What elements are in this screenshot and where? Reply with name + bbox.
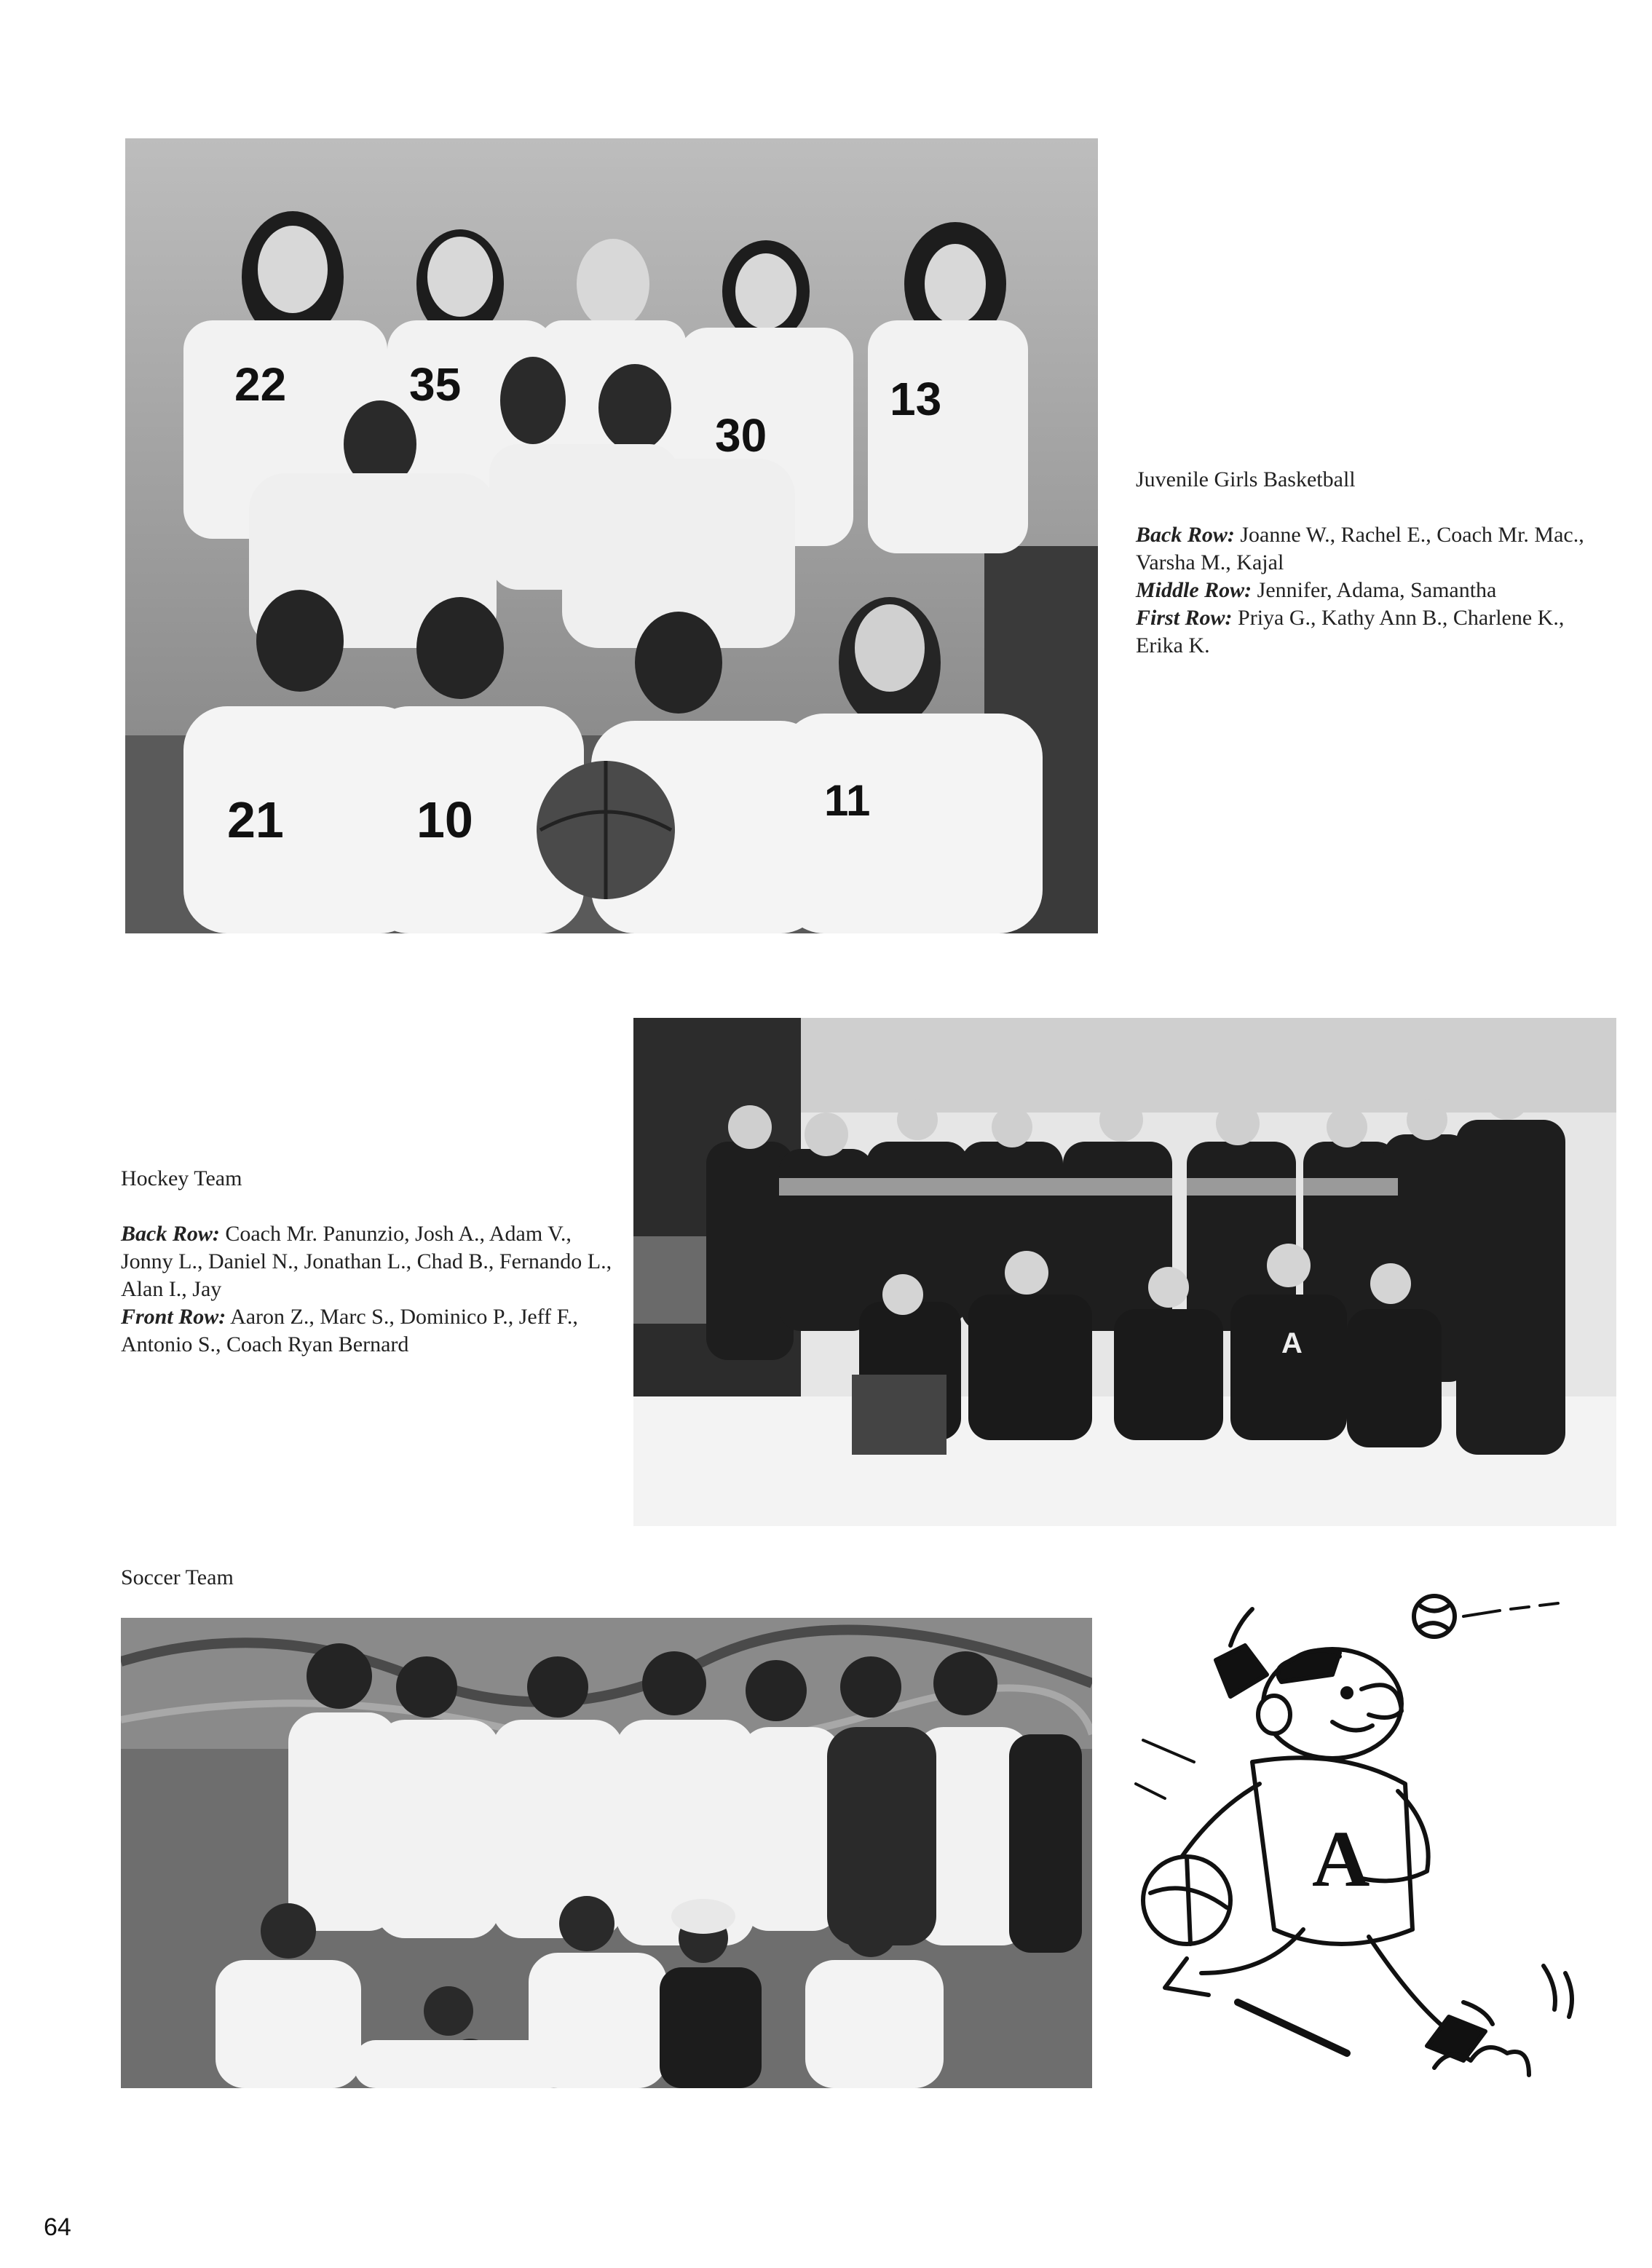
jersey-number: 10 — [416, 791, 473, 848]
basketball-back-row: Back Row: Joanne W., Rachel E., Coach Mr. Mac., Varsha M., Kajal — [1136, 523, 1584, 574]
hockey-front-row: Front Row: Aaron Z., Marc S., Dominico P., Jeff F., Antonio S., Coach Ryan Bernard — [121, 1305, 578, 1356]
jersey-number: 11 — [824, 776, 871, 825]
basketball-first-row: First Row: Priya G., Kathy Ann B., Charlene K., Erika K. — [1136, 606, 1565, 657]
jersey-number: 30 — [715, 409, 767, 462]
hockey-back-row: Back Row: Coach Mr. Panunzio, Josh A., Adam V., Jonny L., Daniel N., Jonathan L., Chad B., Fernando L., Alan I., Jay — [121, 1222, 612, 1301]
hockey-title: Hockey Team — [121, 1166, 242, 1190]
hockey-caption — [121, 1165, 616, 1359]
jersey-number: 13 — [890, 373, 942, 425]
soccer-team-photo — [121, 1618, 1092, 2088]
basketball-caption — [1136, 466, 1602, 660]
cartoon-player-illustration — [1121, 1565, 1587, 2090]
page-number: 64 — [44, 2213, 71, 2241]
jersey-number: 21 — [227, 791, 284, 848]
hockey-team-photo — [633, 1018, 1616, 1526]
cartoon-letter: A — [1312, 1814, 1370, 1903]
soccer-title: Soccer Team — [121, 1565, 234, 1589]
jersey-number: 35 — [409, 358, 462, 411]
jersey-number: 22 — [234, 358, 287, 411]
svg-text:A: A — [1281, 1327, 1303, 1359]
basketball-title: Juvenile Girls Basketball — [1136, 467, 1356, 491]
basketball-middle-row: Middle Row: Jennifer, Adama, Samantha — [1136, 578, 1497, 602]
basketball-team-photo — [125, 138, 1098, 933]
